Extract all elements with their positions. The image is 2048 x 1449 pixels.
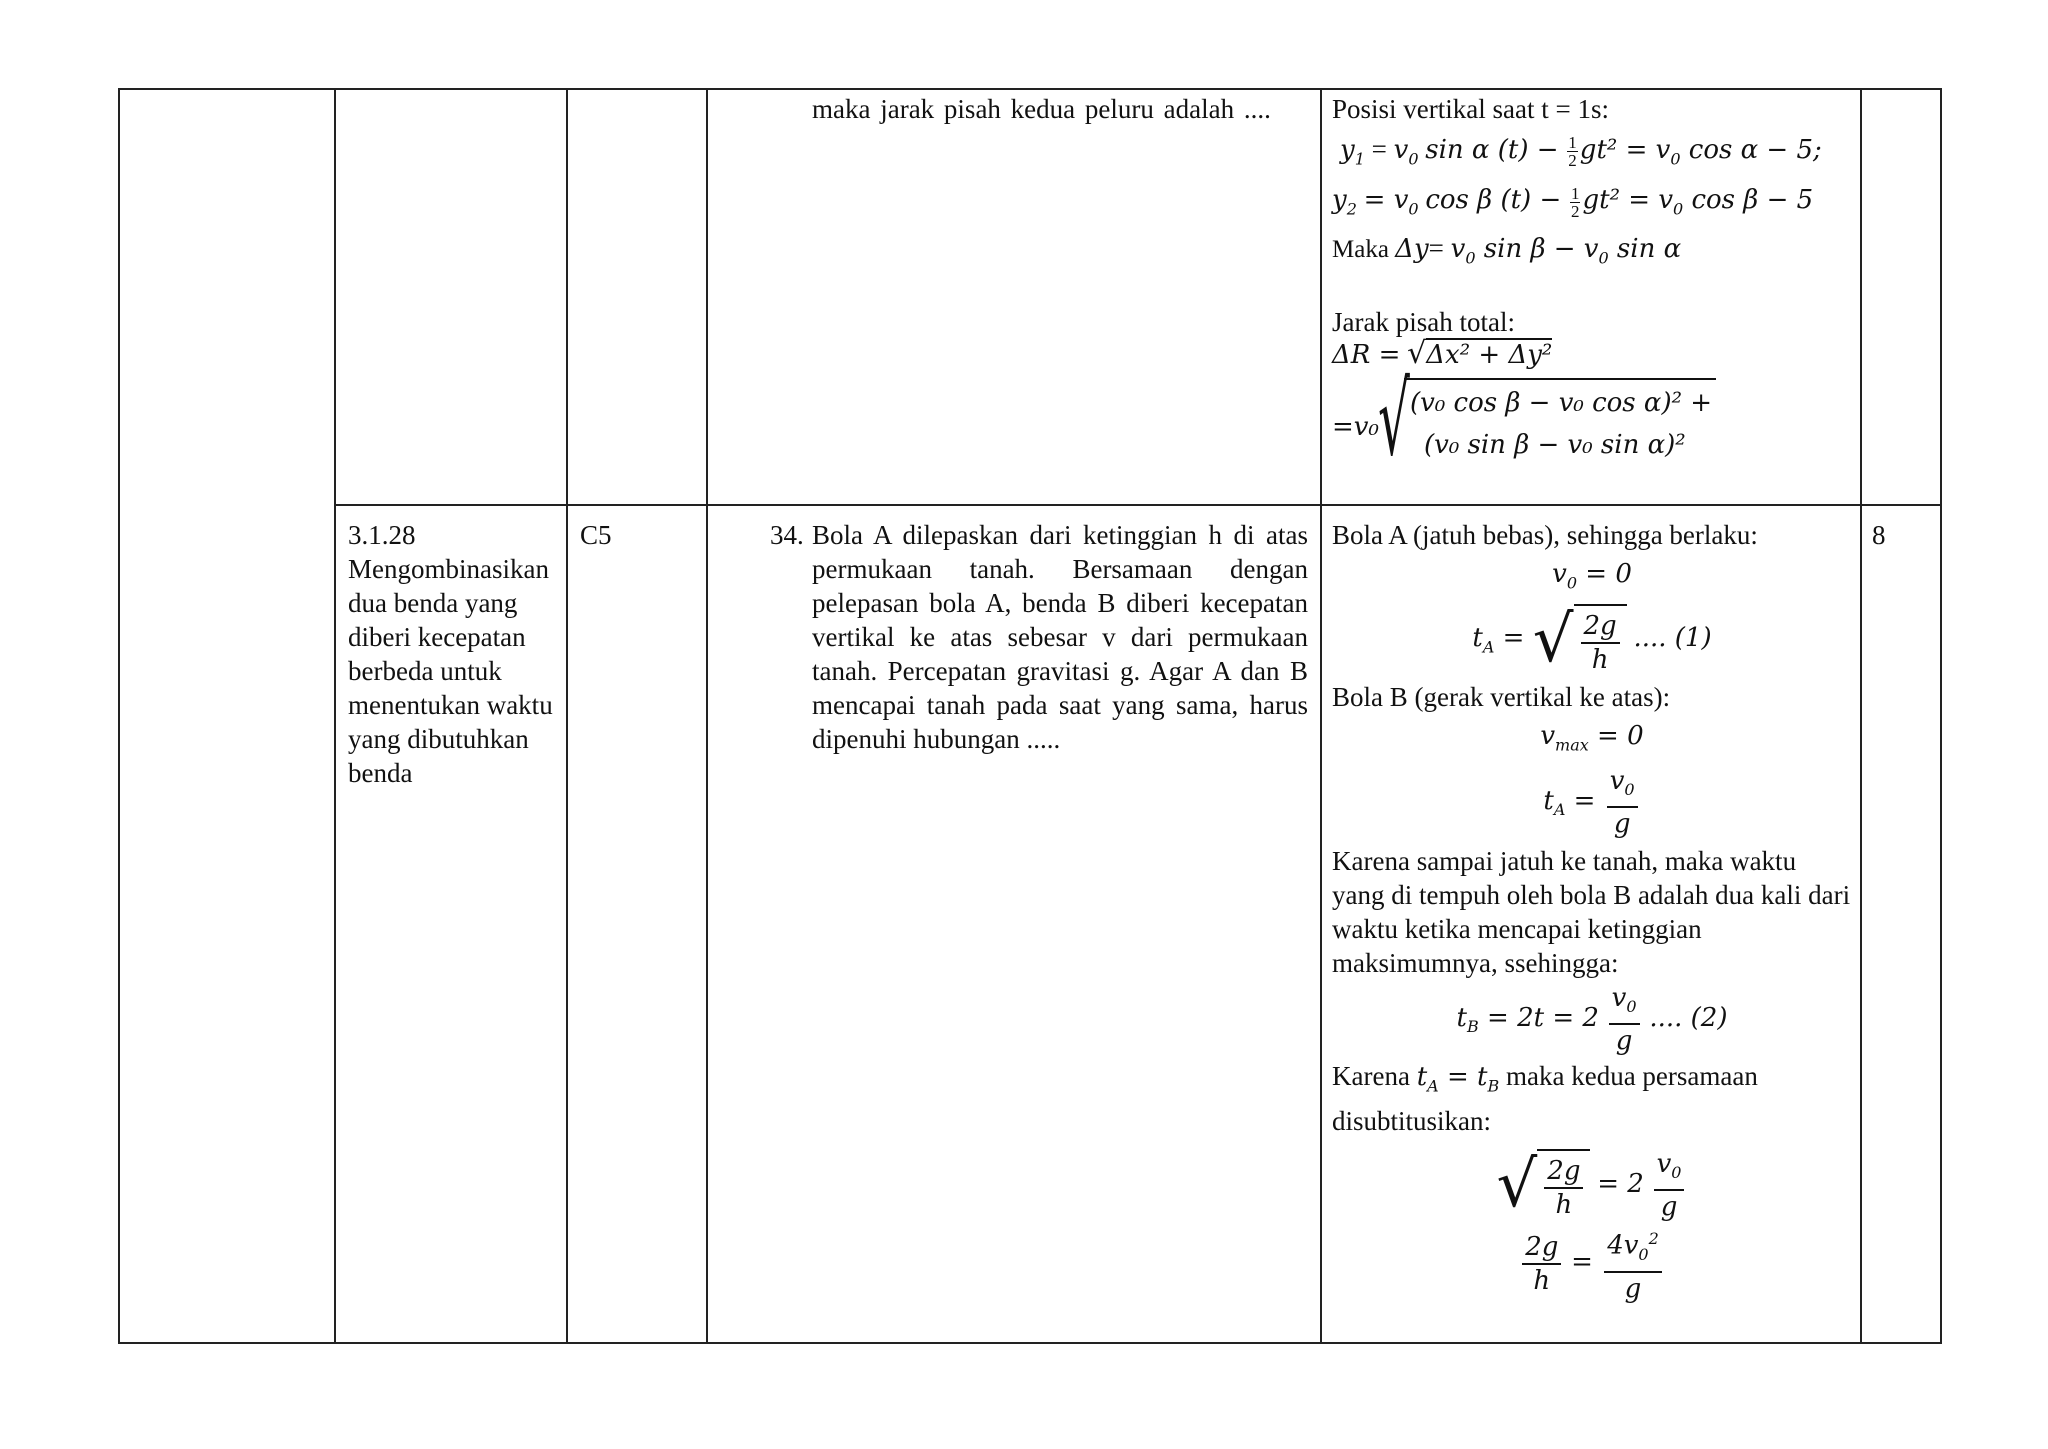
substitution-text: Karena $t_A = t_B$ maka kedua persamaan disubtitusikan: xyxy=(1332,1061,1758,1136)
delta-r-equation: ΔR = √Δx² + Δy² xyxy=(1332,336,1553,372)
indicator-code: 3.1.28 Mengombinasikan dua benda yang diberi kecepatan berbeda untuk menentukan waktu yang dibutuhkan benda xyxy=(348,518,558,790)
answer-cell-row2 xyxy=(1332,518,1852,1305)
column-divider xyxy=(1320,90,1322,1342)
delta-y-equation: Maka $\Delta y= v_0$ $\sin \beta - v_0$ sin α xyxy=(1332,232,1682,268)
question-text: Bola A dilepaskan dari ketinggian h di atas permukaan tanah. Bersamaan dengan pelepasan bola A, benda B diberi kecepatan vertikal ke atas sebesar v dari permukaan tanah. Percepatan gravitasi g. Agar A dan B mencapai tanah pada saat yang sama, harus dipenuhi hubungan ..... xyxy=(812,520,1308,754)
answer-cell-row1 xyxy=(1332,92,1852,479)
total-distance-title: Jarak pisah total: xyxy=(1332,307,1515,338)
indicator-text: Mengombinasikan dua benda yang diberi kecepatan berbeda untuk menentukan waktu yang dibutuhkan benda xyxy=(348,554,553,788)
ball-a-title: Bola A (jatuh bebas), sehingga berlaku: xyxy=(1332,520,1758,550)
row-divider xyxy=(334,504,1940,506)
question-tail: maka jarak pisah kedua peluru adalah .... xyxy=(812,94,1271,124)
sqrt-equality: √ $\frac{2g}{h}$ = 2 $\frac{v_0}{g}$ xyxy=(1332,1148,1852,1223)
y2-equation: $y_2 = v_0$ cos β (t) − $\frac{1}{2}$ $gt^2 = v_0$ cos β − 5 xyxy=(1332,183,1814,221)
cognitive-level: C5 xyxy=(580,520,612,550)
column-divider xyxy=(334,90,336,1342)
tb-equation: $t_B = 2t = 2$ $\frac{v_0}{g}$ .... (2) xyxy=(1456,982,1728,1057)
final-equality: $\frac{2g}{h}$ = $\frac{4v_0^2}{g}$ xyxy=(1332,1223,1852,1305)
final-equation: =v₀ √ (v₀ cos β − v₀ cos α)² + (v₀ sin β − v₀ sin α)² xyxy=(1332,378,1852,476)
column-divider xyxy=(1860,90,1862,1342)
ball-a-v0: $v_0 = 0$ xyxy=(1552,559,1632,593)
column-divider xyxy=(706,90,708,1342)
ball-a-time-equation: $t_A$ = √ $\frac{2g}{h}$ .... (1) xyxy=(1472,603,1712,678)
question-number: 34. xyxy=(770,520,804,550)
explanation-text: Karena sampai jatuh ke tanah, maka waktu yang di tempuh oleh bola B adalah dua kali dari waktu ketika mencapai ketinggian maksimumnya, ssehingga: xyxy=(1332,845,1851,978)
score: 8 xyxy=(1872,520,1886,550)
vertical-position-title: Posisi vertikal saat t = 1s: xyxy=(1332,94,1609,124)
ball-b-vmax: $v_{max} = 0$ xyxy=(1540,721,1644,755)
ball-b-time-equation: $t_A$ = $\frac{v_0}{g}$ xyxy=(1332,765,1852,840)
document-table xyxy=(118,88,1942,1344)
column-divider xyxy=(566,90,568,1342)
ball-b-title: Bola B (gerak vertikal ke atas): xyxy=(1332,682,1671,713)
y1-equation: $y_1 = v_0$ sin α (t) − $\frac{1}{2}$ $gt^2 = v_0$ cos α − 5; xyxy=(1340,133,1822,171)
